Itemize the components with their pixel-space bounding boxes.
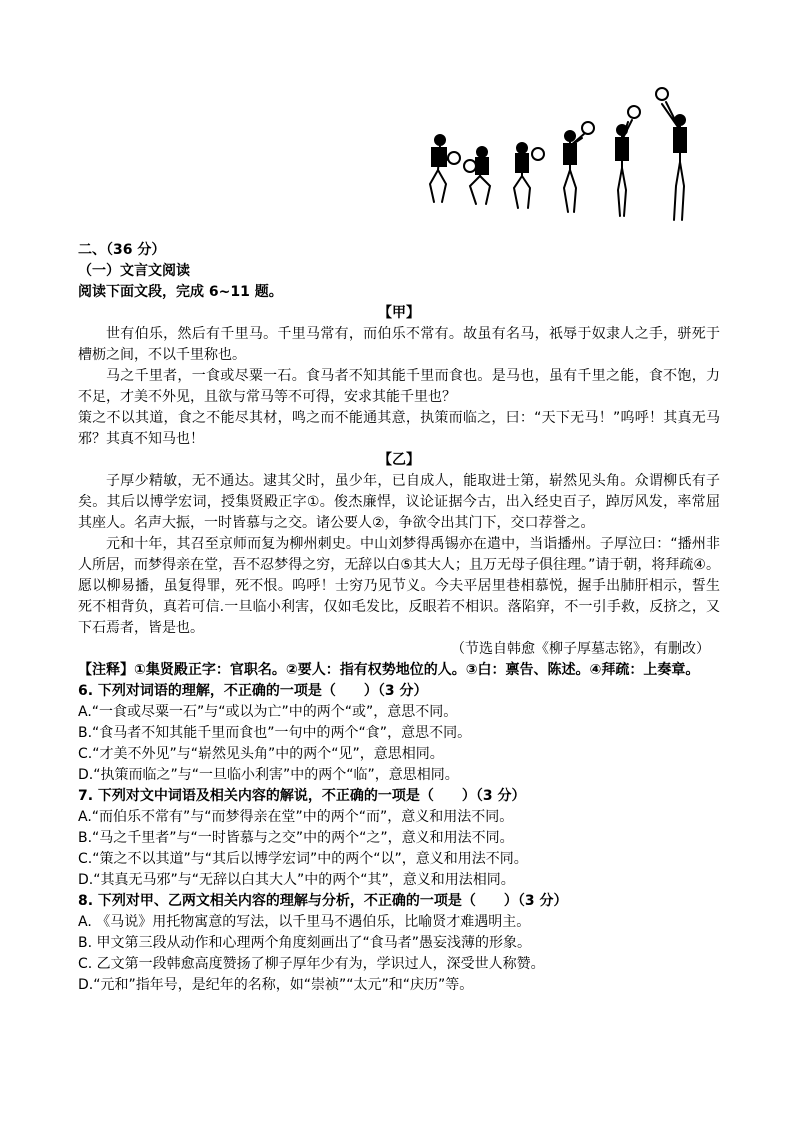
passage-jia-paragraph-1: 世有伯乐，然后有千里马。千里马常有，而伯乐不常有。故虽有名马，祇辱于奴隶人之手，骈死于槽枥之间，不以千里称也。 bbox=[78, 326, 720, 363]
passage-yi-paragraph-1: 子厚少精敏，无不通达。逮其父时，虽少年，已自成人，能取进士第，崭然见头角。众谓柳氏有子矣。其后以博学宏词，授集贤殿正字①。俊杰廉悍，议论证据今古，出入经史百子，踔厉风发，率常屈其座人。名声大振，一时皆慕与之交。诸公要人②，争欲令出其门下，交口荐誉之。 bbox=[78, 473, 720, 531]
player-figure-3 bbox=[514, 143, 544, 208]
section-heading: 二、（36 分） bbox=[78, 242, 166, 258]
player-figure-2 bbox=[464, 147, 490, 204]
question-option: A. 《马说》用托物寓意的写法，以千里马不遇伯乐，比喻贤才难遇明主。 bbox=[78, 914, 531, 930]
passage-jia-title: 【甲】 bbox=[378, 305, 420, 321]
passage-yi-paragraph-2: 元和十年，其召至京师而复为柳州刺史。中山刘梦得禹锡亦在遣中，当诣播州。子厚泣曰：“播州非人所居，而梦得亲在堂，吾不忍梦得之穷，无辞以白⑤其大人；且万无母子俱往理。”请于朝，将拜疏④。愿以柳易播，虽复得罪，死不恨。呜呼！士穷乃见节义。今夫平居里巷相慕悦，握手出肺肝相示，誓生死不相背负，真若可信.一旦临小利害，仅如毛发比，反眼若不相识。落陷穽，不一引手救，反挤之，又下石焉者，皆是也。 bbox=[78, 536, 720, 636]
question-stem: 6. 下列对词语的理解，不正确的一项是（ ）（3 分） bbox=[78, 683, 428, 699]
question-stem: 8. 下列对甲、乙两文相关内容的理解与分析，不正确的一项是（ ）（3 分） bbox=[78, 893, 568, 909]
player-figure-5 bbox=[616, 106, 640, 216]
question-7 bbox=[78, 786, 720, 891]
question-option: C. 乙文第一段韩愈高度赞扬了柳子厚年少有为，学识过人，深受世人称赞。 bbox=[78, 956, 545, 972]
question-option: B. 甲文第三段从动作和心理两个角度刻画出了“食马者”愚妄浅薄的形象。 bbox=[78, 935, 532, 951]
question-8 bbox=[78, 891, 720, 996]
reading-instruction: 阅读下面文段，完成 6~11 题。 bbox=[78, 284, 283, 300]
player-figure-4 bbox=[564, 122, 594, 212]
question-option: C.“才美不外见”与“崭然见头角”中的两个“见”，意思相同。 bbox=[78, 746, 444, 762]
question-6 bbox=[78, 681, 720, 786]
question-option: D.“元和”指年号，是纪年的名称，如“崇祯”“太元”和“庆历”等。 bbox=[78, 977, 474, 993]
passage-jia-paragraph-2: 马之千里者，一食或尽粟一石。食马者不知其能千里而食也。是马也，虽有千里之能，食不饱，力不足，才美不外见，且欲与常马等不可得，安求其能千里也？ bbox=[78, 368, 720, 405]
player-figure-1 bbox=[430, 135, 460, 202]
passage-source: （节选自韩愈《柳子厚墓志铭》，有删改） bbox=[451, 641, 710, 657]
basketball-shooting-illustration bbox=[418, 86, 718, 236]
passage-jia-paragraph-3: 策之不以其道，食之不能尽其材，鸣之而不能通其意，执策而临之，曰：“天下无马！”呜呼！其真无马邪？其真不知马也！ bbox=[78, 410, 720, 447]
question-option: A.“一食或尽粟一石”与“或以为亡”中的两个“或”，意思不同。 bbox=[78, 704, 458, 720]
passage-yi-title: 【乙】 bbox=[378, 452, 420, 468]
question-option: D.“其真无马邪”与“无辞以白其大人”中的两个“其”，意义和用法相同。 bbox=[78, 872, 515, 888]
question-option: B.“马之千里者”与“一时皆慕与之交”中的两个“之”，意义和用法不同。 bbox=[78, 830, 514, 846]
question-stem: 7. 下列对文中词语及相关内容的解说，不正确的一项是（ ）（3 分） bbox=[78, 788, 526, 804]
question-option: C.“策之不以其道”与“其后以博学宏词”中的两个“以”，意义和用法不同。 bbox=[78, 851, 528, 867]
annotations: 【注释】①集贤殿正字：官职名。②要人：指有权势地位的人。③白：禀告、陈述。④拜疏：上奏章。 bbox=[78, 662, 700, 678]
player-figure-6 bbox=[656, 88, 686, 220]
question-option: B.“食马者不知其能千里而食也”一句中的两个“食”，意思不同。 bbox=[78, 725, 472, 741]
section-subheading: （一）文言文阅读 bbox=[78, 263, 190, 279]
document-body bbox=[78, 240, 720, 996]
question-option: D.“执策而临之”与“一旦临小利害”中的两个“临”，意思相同。 bbox=[78, 767, 459, 783]
question-option: A.“而伯乐不常有”与“而梦得亲在堂”中的两个“而”，意义和用法不同。 bbox=[78, 809, 514, 825]
